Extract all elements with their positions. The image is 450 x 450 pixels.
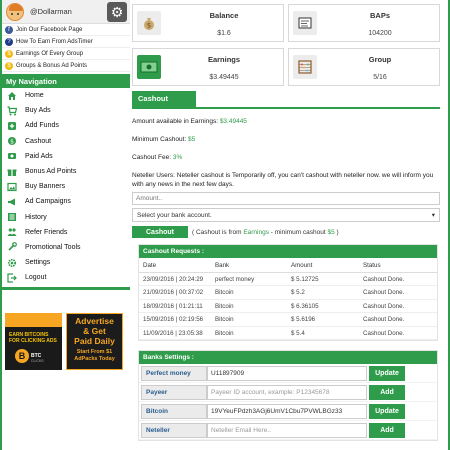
cell-amount: $ 6.36105	[287, 299, 359, 313]
banner-icon	[7, 182, 17, 192]
stat-icon-wrap	[289, 49, 321, 85]
tools-icon	[7, 242, 17, 252]
table-row	[139, 272, 437, 286]
payeer-field[interactable]: Payeer ID account, example: P12345678	[207, 385, 367, 400]
money-icon	[7, 136, 17, 146]
minimum-cashout	[132, 135, 440, 144]
gear-icon[interactable]: ⚙	[107, 2, 127, 22]
stat-icon-wrap	[289, 5, 321, 41]
sidebar-item-label: Buy Banners	[25, 183, 66, 191]
bank-account-select[interactable]	[132, 208, 440, 222]
cell-status: Cashout Done.	[359, 326, 437, 340]
perfect-money-field[interactable]: U11897909	[207, 366, 367, 381]
stat-card-baps	[288, 4, 440, 42]
cell-status: Cashout Done.	[359, 272, 437, 286]
logout-icon	[7, 273, 17, 283]
plus-icon	[7, 121, 17, 131]
cell-date: 11/09/2016 | 23:05:38	[139, 326, 211, 340]
neteller-notice: Neteller Users: Neteller cashout is Temporarily off, you can't cashout with neteller now. we will inform you with any news in the next few days.	[132, 172, 434, 189]
money-bag-icon	[137, 11, 161, 35]
cell-amount: $ 5.12725	[287, 272, 359, 286]
sidebar-item-label: History	[25, 213, 47, 221]
btc-clicks-ad[interactable]	[5, 313, 62, 370]
ad-headline: Advertise	[75, 316, 114, 326]
add-neteller-button[interactable]: Add	[369, 423, 405, 438]
update-perfect-money-button[interactable]: Update	[369, 366, 405, 381]
stat-card-balance	[132, 4, 284, 42]
chevron-down-icon: ▾	[431, 212, 435, 220]
campaign-icon	[7, 197, 17, 207]
column-header: Status	[359, 258, 437, 272]
amount-input[interactable]	[132, 192, 440, 205]
note-min: $5	[327, 228, 335, 236]
cell-status: Cashout Done.	[359, 299, 437, 313]
stat-value: 104200	[368, 30, 392, 37]
amount-available-label: Amount available in Earnings:	[132, 118, 218, 125]
cell-bank: perfect money	[211, 272, 287, 286]
ad-brand: BTC	[31, 353, 42, 359]
sidebar-item-add-funds[interactable]	[2, 118, 130, 133]
sidebar-item-label: Logout	[25, 274, 47, 282]
cashout-action-row	[132, 226, 440, 238]
note-text: ( Cashout is from	[192, 228, 242, 236]
advertise-paid-daily-ad[interactable]	[66, 313, 123, 370]
sidebar-item-ad-campaigns[interactable]	[2, 194, 130, 209]
cell-date: 23/09/2016 | 20:24:29	[139, 272, 211, 286]
cell-date: 18/09/2016 | 01:21:11	[139, 299, 211, 313]
table-row	[139, 286, 437, 300]
sidebar	[2, 0, 130, 450]
nav-list	[2, 88, 130, 290]
sidebar-item-logout[interactable]	[2, 270, 130, 285]
stat-title: BAPs	[369, 11, 390, 20]
sidebar-item-buy-ads[interactable]	[2, 103, 130, 118]
nav-title: My Navigation	[2, 74, 130, 88]
avatar[interactable]	[6, 3, 24, 21]
sidebar-item-label: Bonus Ad Points	[25, 168, 77, 176]
sidebar-item-label: Cashout	[25, 137, 52, 145]
cell-date: 21/09/2016 | 00:37:02	[139, 286, 211, 300]
bank-label: Payeer	[141, 385, 207, 400]
cashout-button[interactable]: Cashout	[132, 226, 188, 238]
stat-body	[165, 49, 283, 85]
sidebar-item-label: Ad Campaigns	[25, 198, 71, 206]
svg-text:$: $	[146, 21, 152, 30]
amount-available-value: $3.49445	[219, 118, 247, 125]
sidebar-item-label: Promotional Tools	[25, 243, 81, 251]
note-text: )	[336, 228, 339, 236]
add-payeer-button[interactable]: Add	[369, 385, 405, 400]
stat-title: Group	[368, 55, 392, 64]
stat-body	[321, 5, 439, 41]
sidebar-item-label: Refer Friends	[25, 228, 68, 236]
note-source: Earnings	[243, 228, 269, 236]
column-header: Date	[139, 258, 211, 272]
stats-grid	[132, 0, 440, 86]
sidebar-item-buy-banners[interactable]	[2, 179, 130, 194]
cell-status: Cashout Done.	[359, 286, 437, 300]
cashout-requests-table	[139, 258, 437, 340]
users-icon	[7, 227, 17, 237]
cell-date: 15/09/2016 | 02:19:56	[139, 313, 211, 327]
promo-link-facebook[interactable]	[2, 24, 130, 36]
ad-banners	[5, 313, 123, 370]
bitcoin-field[interactable]: 19VYeuFPdzh3AGj6UmV1Cbu7PVWLBGz33	[207, 404, 367, 419]
home-icon	[7, 91, 17, 101]
tab-cashout[interactable]: Cashout	[132, 91, 196, 107]
cell-amount: $ 5.4	[287, 326, 359, 340]
stat-value: $1.6	[217, 30, 231, 37]
username: @Dollarman	[30, 7, 72, 16]
promo-link-group-earnings[interactable]	[2, 48, 130, 60]
sidebar-item-home[interactable]	[2, 88, 130, 103]
cash-icon	[137, 55, 161, 79]
bank-label: Bitcoin	[141, 404, 207, 419]
sidebar-item-label: Paid Ads	[25, 152, 53, 160]
cashout-note	[192, 229, 339, 236]
stat-title: Balance	[209, 11, 239, 20]
amount-available	[132, 117, 440, 126]
column-header: Bank	[211, 258, 287, 272]
cart-icon	[7, 106, 17, 116]
user-box	[2, 0, 130, 24]
sidebar-item-label: Home	[25, 92, 44, 100]
cashout-fee	[132, 153, 440, 162]
cashout-fee-label: Cashout Fee:	[132, 154, 172, 162]
sidebar-item-label: Buy Ads	[25, 107, 51, 115]
stat-value: 5/16	[373, 74, 387, 81]
promo-link-label: Earnings Of Every Group	[16, 50, 84, 57]
bank-account-select-value: Select your bank account.	[137, 211, 212, 219]
sidebar-item-refer-friends[interactable]	[2, 225, 130, 240]
promo-link-label: Join Our Facebook Page	[16, 26, 83, 33]
promo-link-label: Groups & Bonus Ad Points	[16, 62, 88, 69]
ad-text: EARN BITCOINS FOR CLICKING ADS	[9, 332, 57, 344]
coin-group-icon: $	[5, 62, 13, 70]
bank-row-payeer	[139, 383, 437, 402]
cashout-tab-bar	[132, 91, 440, 109]
stat-card-group	[288, 48, 440, 86]
update-bitcoin-button[interactable]: Update	[369, 404, 405, 419]
banks-settings-panel	[138, 350, 438, 441]
ad-subline: AdPacks Today	[74, 355, 115, 362]
cell-bank: Bitcoin	[211, 286, 287, 300]
cell-bank: Bitcoin	[211, 313, 287, 327]
bank-row-neteller	[139, 421, 437, 440]
settings-icon	[7, 258, 17, 268]
bonus-icon	[7, 167, 17, 177]
sidebar-item-settings[interactable]	[2, 255, 130, 270]
neteller-field[interactable]: Neteller Email Here..	[207, 423, 367, 438]
ad-headline: Paid Daily	[74, 335, 115, 346]
table-row	[139, 326, 437, 340]
sidebar-item-bonus-ad-points[interactable]	[2, 164, 130, 179]
bank-label: Neteller	[141, 423, 207, 438]
cell-bank: Bitcoin	[211, 326, 287, 340]
svg-text:$: $	[10, 138, 14, 146]
stat-body	[165, 5, 283, 41]
minimum-cashout-value: $5	[188, 136, 196, 144]
stat-icon-wrap	[133, 5, 165, 41]
note-text: - minimum cashout	[270, 228, 326, 236]
cell-amount: $ 5.6196	[287, 313, 359, 327]
ad-subline: Start From $1	[76, 349, 113, 356]
sidebar-item-label: Add Funds	[25, 122, 59, 130]
table-header-row	[139, 258, 437, 272]
baps-icon	[293, 11, 317, 35]
sidebar-item-promotional-tools[interactable]	[2, 240, 130, 255]
btc-logo-icon: B	[15, 349, 29, 363]
question-icon: ?	[5, 38, 13, 46]
panel-title: Banks Settings :	[139, 351, 437, 364]
abacus-icon	[293, 55, 317, 79]
coin-icon: $	[5, 50, 13, 58]
bank-row-perfect-money	[139, 364, 437, 383]
stat-title: Earnings	[207, 55, 241, 64]
panel-title: Cashout Requests :	[139, 245, 437, 258]
cell-status: Cashout Done.	[359, 313, 437, 327]
bank-label: Perfect money	[141, 366, 207, 381]
stat-card-earnings	[132, 48, 284, 86]
sidebar-item-history[interactable]	[2, 210, 130, 225]
main-content	[132, 0, 440, 450]
stat-icon-wrap	[133, 49, 165, 85]
cashout-fee-value: 3%	[172, 154, 183, 162]
promo-link-label: How To Earn From AdsTimer	[16, 38, 93, 45]
paid-ads-icon	[7, 151, 17, 161]
cashout-requests-panel	[138, 244, 438, 341]
sidebar-item-cashout[interactable]	[2, 134, 130, 149]
minimum-cashout-label: Minimum Cashout:	[132, 136, 187, 144]
table-row	[139, 313, 437, 327]
table-row	[139, 299, 437, 313]
promo-link-how-to-earn[interactable]	[2, 36, 130, 48]
column-header: Amount	[287, 258, 359, 272]
history-icon	[7, 212, 17, 222]
stat-body	[321, 49, 439, 85]
cell-amount: $ 5.2	[287, 286, 359, 300]
promo-link-groups-bonus[interactable]	[2, 60, 130, 72]
ad-brand-sub: CLICKS	[31, 359, 44, 363]
stat-value: $3.49445	[209, 74, 239, 81]
bank-row-bitcoin	[139, 402, 437, 421]
ad-headline: & Get	[83, 325, 106, 336]
cell-bank: Bitcoin	[211, 299, 287, 313]
sidebar-item-label: Settings	[25, 259, 51, 267]
sidebar-item-paid-ads[interactable]	[2, 149, 130, 164]
facebook-icon: f	[5, 26, 13, 34]
